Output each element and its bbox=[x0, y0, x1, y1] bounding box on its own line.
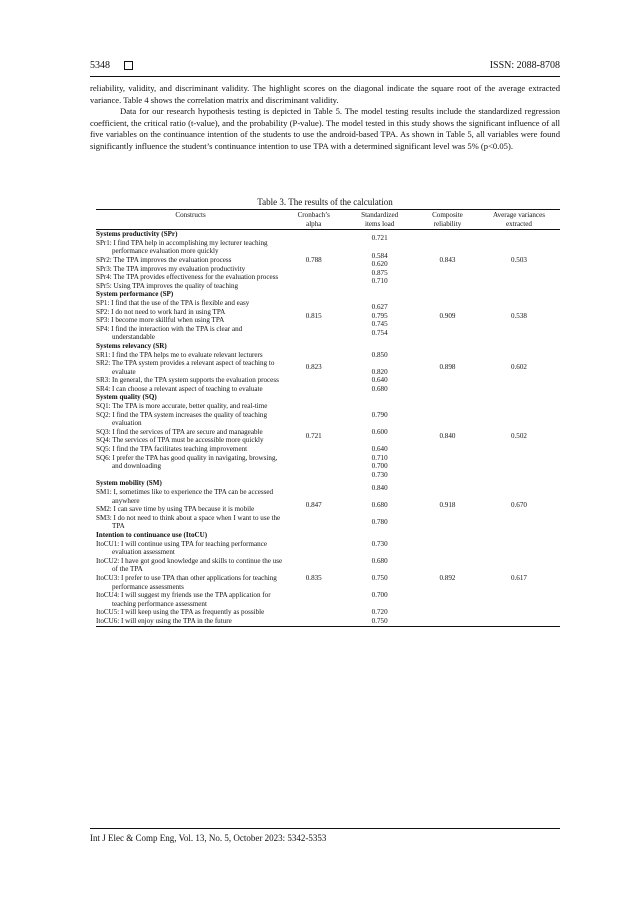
loads-cell bbox=[342, 479, 417, 531]
item-load: 0.627 bbox=[371, 303, 388, 312]
item-load: 0.700 bbox=[371, 591, 388, 600]
construct-group-row bbox=[96, 393, 560, 479]
item-load: 0.730 bbox=[371, 539, 388, 548]
table-body bbox=[96, 230, 560, 626]
item-load: 0.710 bbox=[371, 277, 388, 286]
alpha-value: 0.721 bbox=[305, 432, 322, 441]
item-load: 0.620 bbox=[371, 260, 388, 269]
header-ave: Average variances extracted bbox=[478, 210, 560, 230]
item-load: 0.640 bbox=[371, 445, 388, 454]
construct-group-row bbox=[96, 342, 560, 394]
item-load: 0.780 bbox=[371, 518, 388, 527]
item-load: 0.820 bbox=[371, 367, 388, 376]
alpha-value: 0.815 bbox=[305, 311, 322, 320]
body-text bbox=[90, 83, 560, 153]
footer-rule bbox=[90, 828, 560, 829]
loads-cell bbox=[342, 393, 417, 479]
item-load: 0.850 bbox=[371, 350, 388, 359]
construct-group-row bbox=[96, 230, 560, 291]
construct-item: SM2: I can save time by using TPA because it is mobile bbox=[96, 505, 255, 514]
item-load: 0.700 bbox=[371, 462, 388, 471]
construct-title: System mobility (SM) bbox=[96, 479, 162, 488]
table-header-row bbox=[96, 210, 560, 230]
construct-item: SR3: In general, the TPA system supports the evaluation process bbox=[96, 376, 279, 385]
construct-cell bbox=[96, 230, 285, 291]
construct-item: SPr3: The TPA improves my evaluation productivity bbox=[96, 264, 246, 273]
composite-value: 0.898 bbox=[439, 363, 456, 372]
construct-item: SM1: I, sometimes like to experience the TPA can be accessed anywhere bbox=[96, 488, 274, 505]
paragraph: reliability, validity, and discriminant validity. The highlight scores on the diagonal indicate the square root of the average extracted variance. Table 4 shows the correlation matrix and discriminant validity. bbox=[90, 83, 560, 105]
loads-cell bbox=[342, 230, 417, 291]
item-load: 0.745 bbox=[371, 320, 388, 329]
ave-value: 0.670 bbox=[510, 500, 527, 509]
loads-cell bbox=[342, 342, 417, 394]
item-load: 0.640 bbox=[371, 376, 388, 385]
item-load: 0.710 bbox=[371, 453, 388, 462]
header-alpha: Cronbach’s alpha bbox=[285, 210, 342, 230]
alpha-value: 0.847 bbox=[305, 500, 322, 509]
construct-cell bbox=[96, 290, 285, 342]
construct-item: SP2: I do not need to work hard in using TPA bbox=[96, 307, 226, 316]
item-load: 0.750 bbox=[371, 616, 388, 625]
loads-cell bbox=[342, 290, 417, 342]
alpha-value: 0.835 bbox=[285, 531, 342, 626]
composite-value: 0.892 bbox=[417, 531, 478, 626]
construct-item: SPr4: The TPA provides effectiveness for the evaluation process bbox=[96, 273, 279, 282]
construct-item: SQ1: The TPA is more accurate, better quality, and real-time bbox=[96, 402, 268, 411]
item-load: 0.720 bbox=[371, 608, 388, 617]
composite-value: 0.918 bbox=[439, 500, 456, 509]
construct-item: SPr5: Using TPA improves the quality of teaching bbox=[96, 281, 239, 290]
issn: ISSN: 2088-8708 bbox=[489, 60, 560, 71]
item-load: 0.730 bbox=[371, 470, 388, 479]
construct-cell bbox=[96, 479, 285, 531]
item-load: 0.584 bbox=[371, 251, 388, 260]
ave-value: 0.602 bbox=[510, 363, 527, 372]
composite-value: 0.840 bbox=[439, 432, 456, 441]
construct-item: ItoCU5: I will keep using the TPA as frequently as possible bbox=[96, 608, 265, 617]
item-load: 0.840 bbox=[371, 483, 388, 492]
item-load: 0.721 bbox=[371, 234, 388, 243]
construct-item: SM3: I do not need to think about a space when I want to use the TPA bbox=[96, 513, 281, 531]
construct-group-row bbox=[96, 479, 560, 531]
construct-item: SQ4: The services of TPA must be accessible more quickly bbox=[96, 436, 264, 445]
item-load: 0.754 bbox=[371, 329, 388, 338]
page-header bbox=[90, 60, 560, 71]
loads-cell bbox=[342, 531, 417, 626]
alpha-value: 0.788 bbox=[305, 255, 322, 264]
construct-title: Systems productivity (SPr) bbox=[96, 230, 178, 239]
ave-value: 0.617 bbox=[478, 531, 560, 626]
header-constructs: Constructs bbox=[96, 210, 285, 230]
construct-item: ItoCU2: I have got good knowledge and skills to continue the use of the TPA bbox=[96, 556, 283, 574]
item-load: 0.875 bbox=[371, 268, 388, 277]
composite-value: 0.909 bbox=[439, 311, 456, 320]
header-load: Standardized items load bbox=[342, 210, 417, 230]
construct-item: SR4: I can choose a relevant aspect of teaching to evaluate bbox=[96, 384, 263, 393]
construct-item: ItoCU1: I will continue using TPA for teaching performance evaluation assessment bbox=[96, 539, 268, 557]
construct-item: ItoCU4: I will suggest my friends use the TPA application for teaching performance assessment bbox=[96, 591, 271, 608]
construct-group-row bbox=[96, 531, 560, 626]
construct-item: ItoCU6: I will enjoy using the TPA in the future bbox=[96, 616, 232, 625]
construct-item: SQ2: I find the TPA system increases the quality of teaching evaluation bbox=[96, 410, 268, 428]
item-load: 0.750 bbox=[371, 573, 388, 582]
alpha-value: 0.823 bbox=[305, 363, 322, 372]
construct-item: SR2: The TPA system provides a relevant aspect of teaching to evaluate bbox=[96, 359, 275, 376]
ave-value: 0.538 bbox=[510, 311, 527, 320]
construct-item: SQ3: I find the services of TPA are secure and manageable bbox=[96, 427, 263, 436]
construct-title: Systems relevancy (SR) bbox=[96, 341, 167, 350]
header-rule bbox=[90, 76, 560, 77]
page-number: 5348 bbox=[90, 60, 110, 71]
item-load: 0.600 bbox=[371, 427, 388, 436]
item-load: 0.790 bbox=[371, 410, 388, 419]
construct-title: Intention to continuance use (ItoCU) bbox=[96, 530, 208, 539]
item-load: 0.680 bbox=[371, 556, 388, 565]
table-caption: Table 3. The results of the calculation bbox=[257, 197, 393, 207]
composite-value: 0.843 bbox=[439, 255, 456, 264]
construct-title: System quality (SQ) bbox=[96, 393, 157, 402]
header-composite: Composite reliability bbox=[417, 210, 478, 230]
construct-item: SP3: I become more skillful when using TPA bbox=[96, 316, 225, 325]
construct-cell bbox=[96, 393, 285, 479]
construct-item: SR1: I find the TPA helps me to evaluate relevant lecturers bbox=[96, 350, 263, 359]
ave-value: 0.503 bbox=[510, 255, 527, 264]
construct-item: SQ5: I find the TPA facilitates teaching improvement bbox=[96, 445, 248, 454]
construct-item: SPr1: I find TPA help in accomplishing my lecturer teaching performance evaluation more quickly bbox=[96, 238, 268, 256]
page-footer: Int J Elec & Comp Eng, Vol. 13, No. 5, October 2023: 5342-5353 bbox=[90, 833, 327, 843]
construct-item: SP4: I find the interaction with the TPA is clear and understandable bbox=[96, 324, 243, 342]
construct-cell bbox=[96, 342, 285, 394]
construct-cell bbox=[96, 531, 285, 626]
item-load: 0.680 bbox=[371, 384, 388, 393]
ave-value: 0.502 bbox=[510, 432, 527, 441]
construct-title: System performance (SP) bbox=[96, 290, 174, 299]
construct-item: SP1: I find that the use of the TPA is flexible and easy bbox=[96, 298, 250, 307]
item-load: 0.795 bbox=[371, 311, 388, 320]
checkbox-glyph-icon bbox=[124, 61, 133, 70]
construct-item: ItoCU3: I prefer to use TPA than other applications for teaching performance assessments bbox=[96, 573, 277, 591]
paragraph: Data for our research hypothesis testing is depicted in Table 5. The model testing results include the standardized regression coefficient, the critical ratio (t-value), and the probability (P-value). The model tested in this study shows the significant influence of all five variables on the continuance intention of the students to use the android-based TPA. As shown in Table 5, all variables were found significantly influence the student’s continuance intention to use TPA with a determined significant level was 5% (p<0.05). bbox=[90, 106, 560, 151]
construct-item: SPr2: The TPA improves the evaluation process bbox=[96, 255, 232, 264]
construct-group-row bbox=[96, 290, 560, 342]
construct-item: SQ6: I prefer the TPA has good quality in navigating, browsing, and downloading bbox=[96, 453, 278, 471]
item-load: 0.680 bbox=[371, 500, 388, 509]
results-table bbox=[96, 209, 560, 627]
